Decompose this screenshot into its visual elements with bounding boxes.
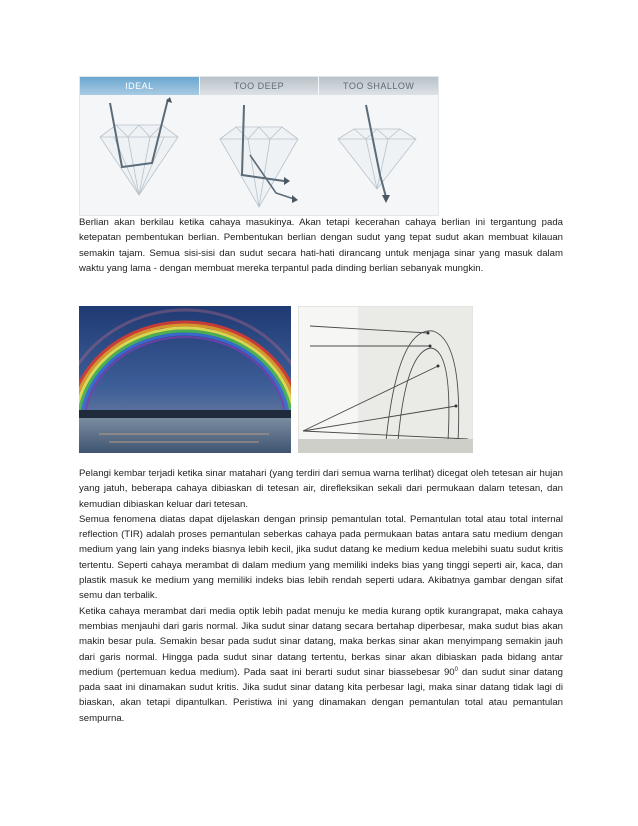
paragraph-diamond: Berlian akan berkilau ketika cahaya masukinya. Akan tetapi kecerahan cahaya berlian ini tergantung pada ketepatan pembentukan berlian. Pembentukan berlian dengan sudut yang tepat sudut akan membuat kilauan semakin tajam. Semua sisi-sisi dan sudut secara hati-hati dirancang untuk menjaga sinar yang masuk dalam waktu yang lama - dengan membuat mereka terpantul pada dinding berlian sebanyak mungkin. <box>79 217 563 274</box>
degree-superscript: 0 <box>454 666 458 673</box>
double-rainbow-photo <box>79 306 291 453</box>
diamond-cut-diagram <box>79 76 439 216</box>
rainbow-ray-sketch <box>298 306 473 453</box>
text-double-rainbow: Pelangi kembar terjadi ketika sinar matahari (yang terdiri dari semua warna terlihat) dicegat oleh tetesan air hujan yang jatuh, beberapa cahaya dibiaskan di tetesan air, direfleksikan sekali dari permukaan dalam tetesan, dan kemudian dibiaskan keluar dari tetesan. <box>79 468 563 510</box>
diamond-illustrations <box>80 95 438 215</box>
label-too-shallow: TOO SHALLOW <box>319 77 438 95</box>
diamond-ideal <box>100 125 178 195</box>
text-critical-angle-cont: dan sudut sinar datang pada saat ini dinamakan sudut kritis. Jika sudut sinar datang kita perbesar lagi, maka sinar datang tidak lagi di biaskan, akan tetapi dipantulkan. Peristiwa ini yang dinamakan dengan pemantulan total atau pemantulan sempurna. <box>79 666 563 724</box>
diamond-diagram-header <box>80 77 438 95</box>
label-ideal: IDEAL <box>80 77 200 95</box>
text-tir-definition: Semua fenomena diatas dapat dijelaskan dengan prinsip pemantulan total. Pemantulan total atau total internal reflection (TIR) adalah proses pemantulan seberkas cahaya pada permukaan batas antara satu medium dengan medium yang lain yang indeks biasnya lebih kecil, jika sudut datang ke medium kedua melebihi suatu sudut kritis tertentu. Seperti cahaya merambat di dalam medium yang memiliki indeks bias yang tinggi seperti air, kaca, dan plastik masuk ke medium yang memiliki indeks bias lebih rendah seperti udara. Akibatnya gambar dengan sifat semu dan terbalik. <box>79 513 563 602</box>
label-too-deep: TOO DEEP <box>200 77 320 95</box>
paragraph-total-reflection <box>79 466 563 726</box>
text-critical-angle: Ketika cahaya merambat dari media optik lebih padat menuju ke media kurang optik kurangrapat, maka cahaya membias menjauhi dari garis normal. Jika sudut sinar datang secara bertahap diperbesar, maka sudut bias akan makin besar pula. Semakin besar pada sudut sinar datang, maka berkas sinar akan menyimpang semakin jauh dari garis normal. Hingga pada sudut sinar datang tertentu, berkas sinar akan dibiaskan pada bidang antar medium (pertemuan kedua medium). Pada saat ini berarti sudut sinar biassebesar 90 <box>79 605 563 678</box>
